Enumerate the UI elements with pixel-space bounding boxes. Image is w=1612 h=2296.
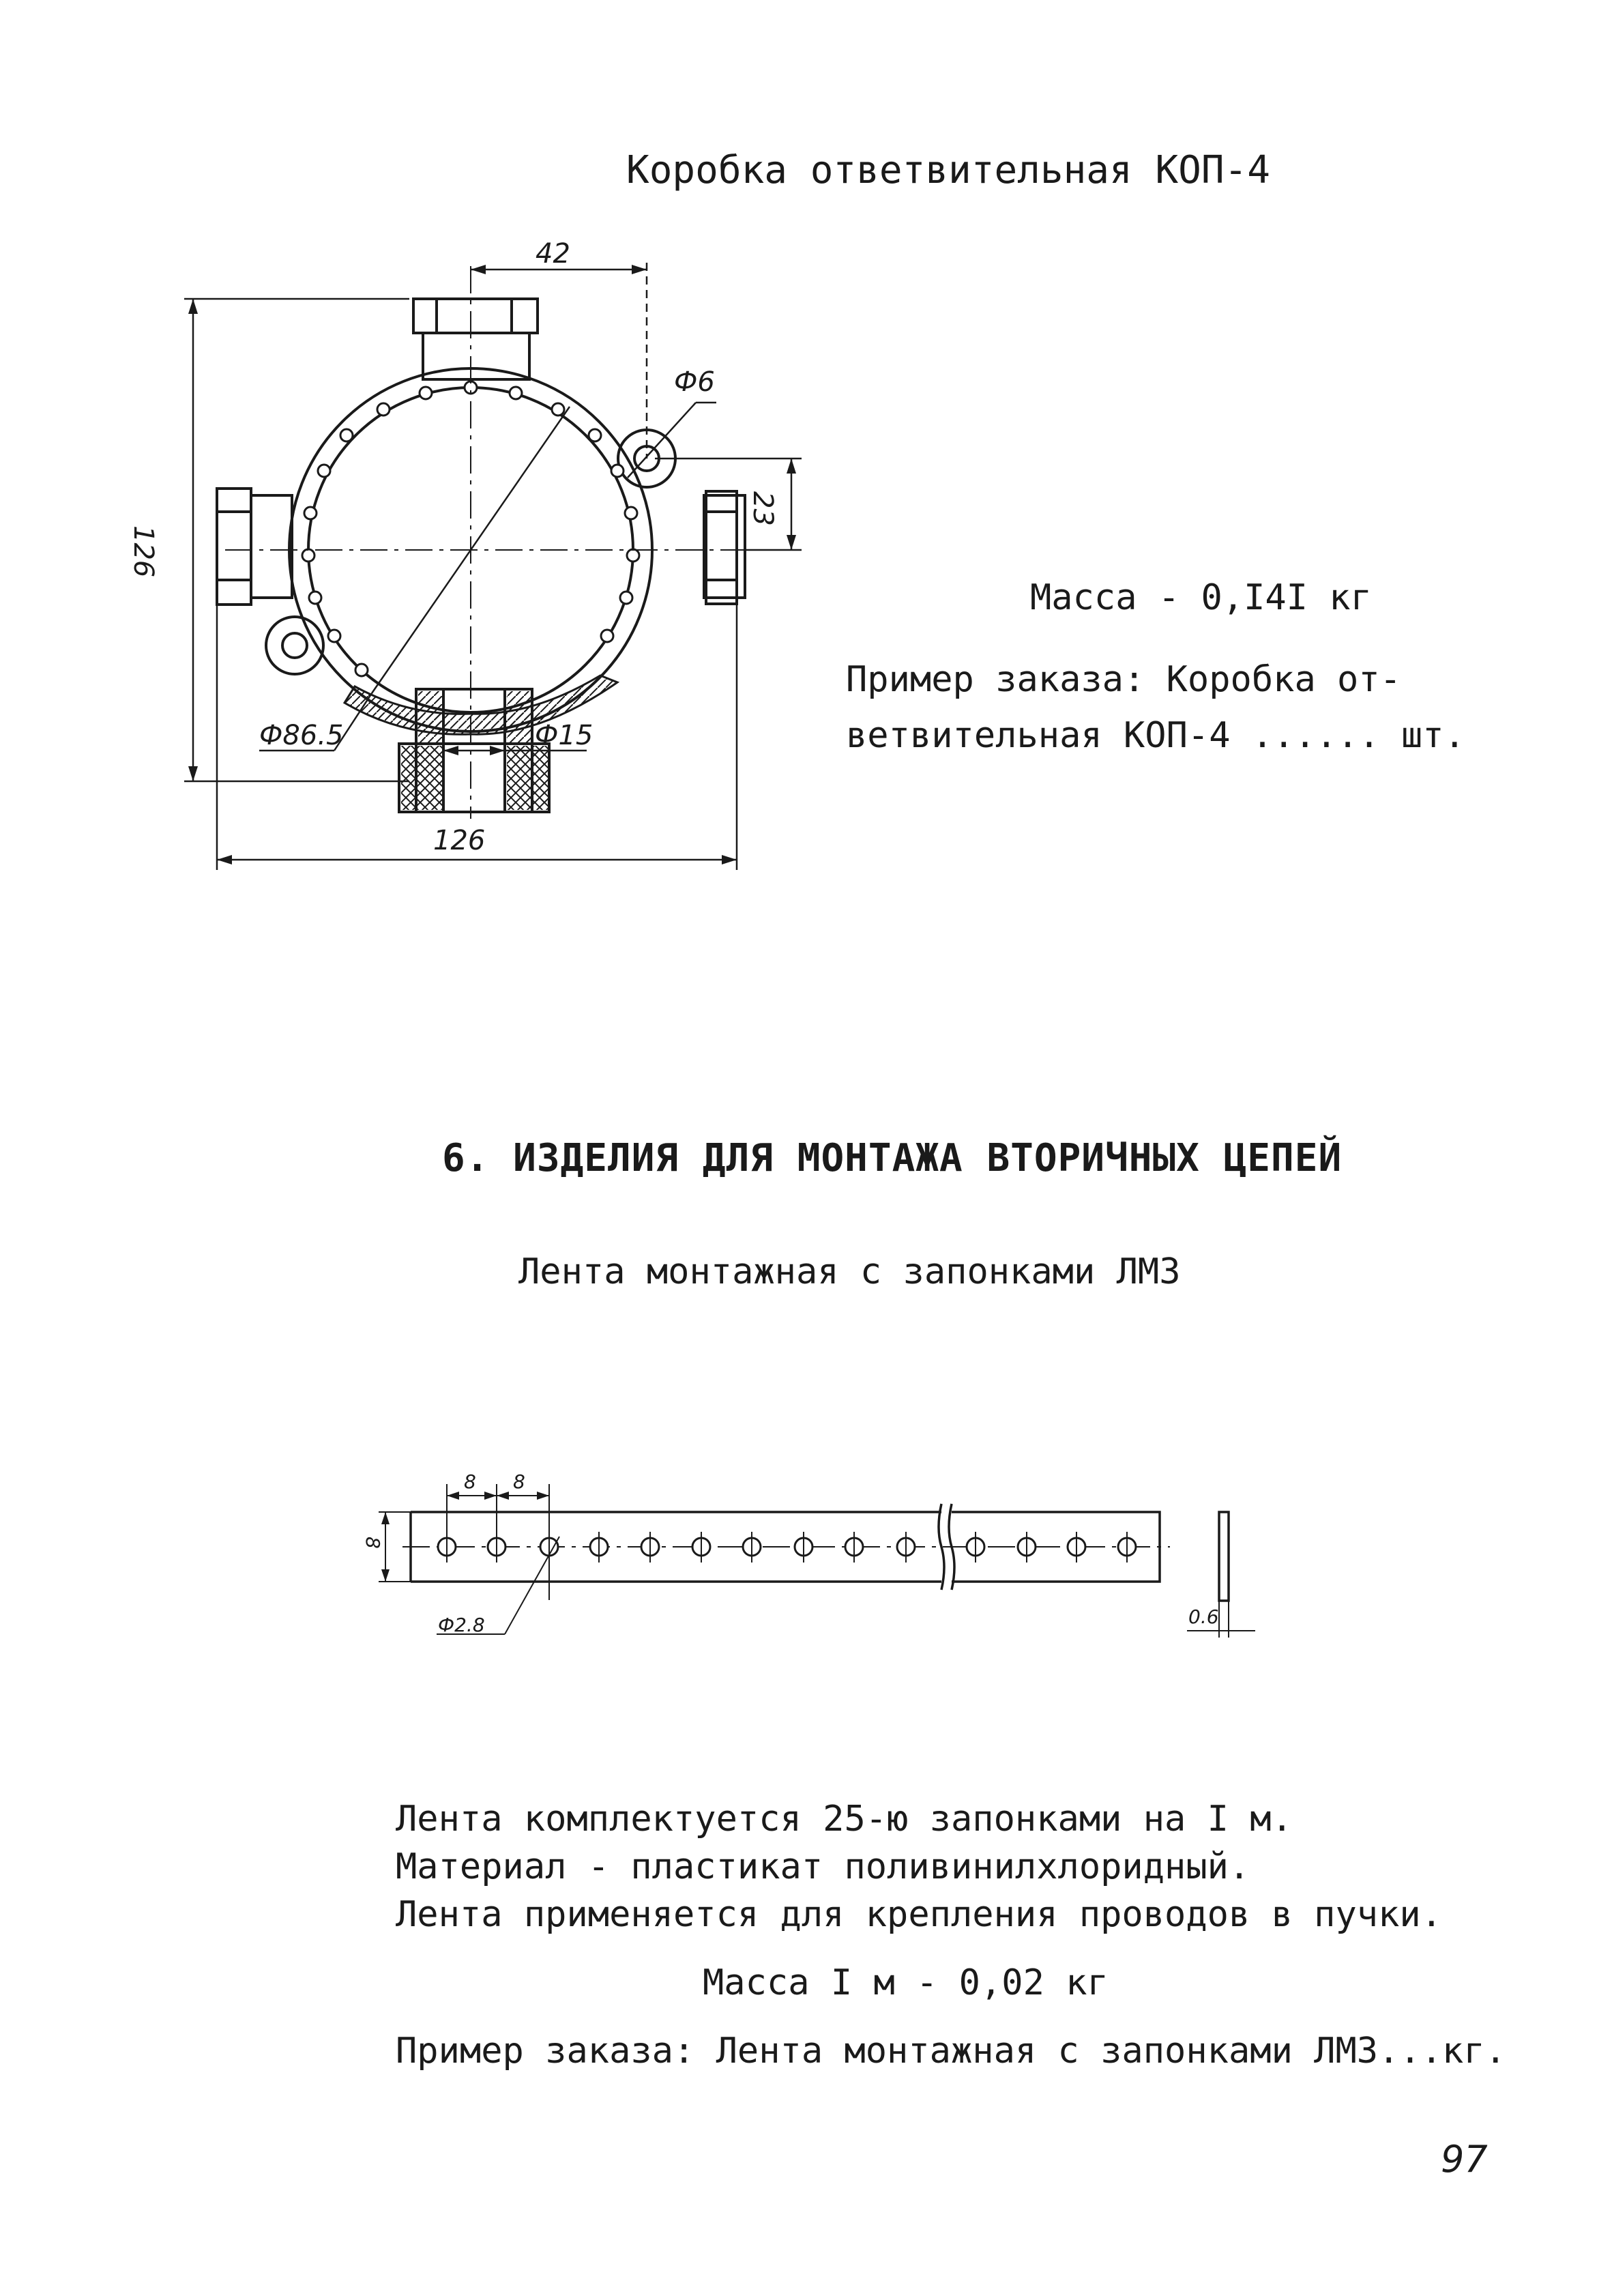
box-title: Коробка ответвительная КОП-4 (626, 148, 1271, 192)
box-dim-width: 126 (433, 825, 486, 856)
box-order-line-1: Пример заказа: Коробка от- (846, 659, 1401, 700)
box-dim-hole-diameter: Ф6 (674, 366, 715, 398)
box-dim-pipe-diameter: Ф15 (535, 720, 593, 751)
tape-line-1: Лента комплектуется 25-ю запонками на I м. (396, 1799, 1293, 1840)
tape-dim-pitch-2: 8 (513, 1470, 525, 1493)
box-dim-hole-offset: 23 (747, 491, 778, 526)
tape-dim-hole-diameter: Ф2.8 (438, 1614, 485, 1636)
tape-mass: Масса I м - 0,02 кг (703, 1962, 1109, 2003)
tape-line-2: Материал - пластикат поливинилхлоридный. (396, 1846, 1250, 1887)
section-title: 6. ИЗДЕЛИЯ ДЛЯ МОНТАЖА ВТОРИЧНЫХ ЦЕПЕЙ (442, 1136, 1343, 1180)
tape-dim-pitch-1: 8 (464, 1470, 476, 1493)
box-dim-height: 126 (128, 525, 159, 578)
box-mass: Масса - 0,I4I кг (1030, 577, 1372, 618)
box-order-line-2: ветвительная КОП-4 ...... шт. (846, 715, 1465, 756)
tape-line-3: Лента применяется для крепления проводов в пучки. (396, 1894, 1443, 1935)
tape-dim-height: 8 (362, 1537, 384, 1549)
box-dim-top-offset: 42 (536, 238, 570, 270)
box-dim-body-diameter: Ф86.5 (259, 720, 344, 751)
tape-order: Пример заказа: Лента монтажная с запонками ЛМЗ...кг. (396, 2031, 1506, 2072)
tape-title: Лента монтажная с запонками ЛМЗ (518, 1251, 1181, 1292)
page-number: 97 (1441, 2138, 1488, 2181)
tape-dim-thickness: 0.6 (1188, 1605, 1219, 1628)
